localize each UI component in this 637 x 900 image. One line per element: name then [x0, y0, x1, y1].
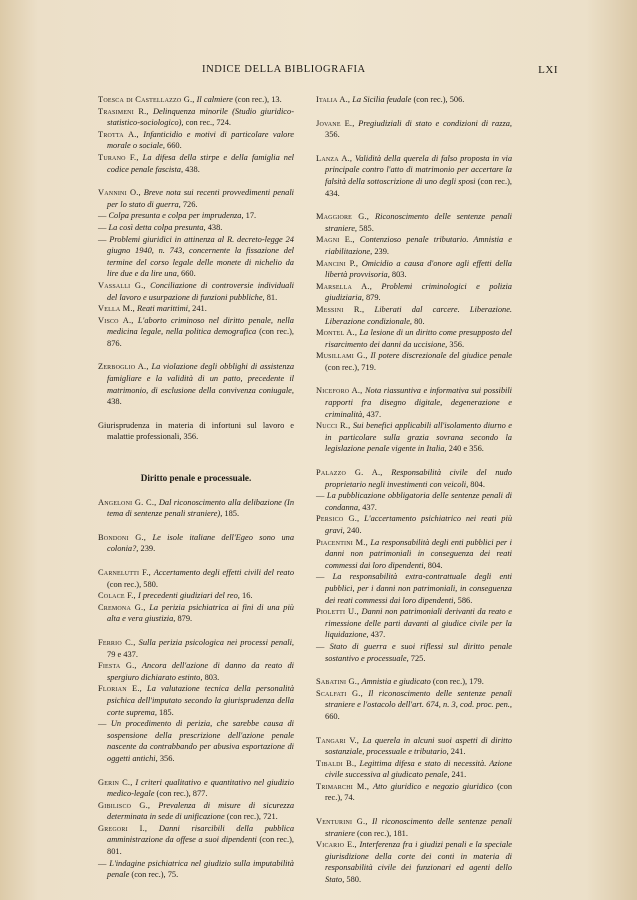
entry-reference: 438. [107, 397, 122, 407]
entry-reference: 17. [245, 211, 257, 221]
bibliography-entry [316, 258, 512, 281]
entry-author: Niceforo A., [316, 386, 363, 396]
bibliography-entry [316, 211, 512, 234]
entry-reference: (con rec.), 181. [357, 828, 408, 838]
entry-title: Prevalenza di misure di sicurezza determinata in sede di unificazione [107, 800, 295, 822]
entry-title: Delinquenza minorile (Studio giuridico-statistico-sociologico), [107, 106, 294, 128]
entry-author: Persico G., [316, 514, 360, 524]
entry-title: La così detta colpa presunta, [108, 222, 206, 232]
bibliography-entry [98, 152, 294, 175]
entry-author: Vella M., [98, 304, 135, 314]
bibliography-entry [98, 94, 294, 106]
entry-title: La querela in alcuni suoi aspetti di diritto sostanziale, processuale e tributario, [325, 735, 512, 757]
bibliography-entry [316, 304, 512, 327]
bibliography-entry [316, 688, 512, 723]
ditto-dash: — [316, 491, 327, 501]
entry-reference: (con rec.), 877. [156, 789, 208, 799]
bibliography-entry [316, 513, 512, 536]
section-heading: Diritto penale e processuale. [140, 473, 252, 484]
entry-title: Contenzioso penale tributario. Amnistia e riabilitazione, [325, 235, 512, 256]
entry-title: I criteri qualitativo e quantitativo nel giudizio medico-legale [107, 777, 295, 799]
bibliography-entry [316, 153, 512, 199]
bibliography-entry [98, 718, 294, 764]
entry-author: Vannini O., [98, 188, 141, 198]
entry-title: La valutazione tecnica della personalità psichica dell'imputato secondo la giurisprudenza della corte suprema, [107, 684, 295, 717]
entry-title: La difesa della stirpe e della famiglia nel codice penale fascista, [107, 152, 295, 174]
entry-reference: 803. [204, 672, 220, 682]
bibliography-entry [98, 210, 294, 222]
entry-author: Vassalli G., [98, 280, 146, 290]
entry-title: La violazione degli obblighi di assistenza famigliare e la validità di un patto, precedente il matrimonio, di esclusione della convivenza coniugale, [107, 362, 295, 395]
entry-author: Florian E., [98, 684, 142, 694]
entry-reference: 660. [167, 141, 182, 151]
entry-reference: (con rec.), 179. [432, 677, 484, 687]
entry-title: L'accertamento psichiatrico nei reati più gravi, [325, 514, 513, 535]
entry-title: Colpa presunta e colpa per imprudenza, [108, 211, 244, 221]
entry-author: Zerboglio A., [98, 362, 149, 372]
entry-author: Angeloni G. C., [98, 497, 157, 507]
entry-author: Jovane E., [316, 118, 355, 128]
bibliography-entry [98, 234, 294, 280]
entry-title: Omicidio a causa d'onore agli effetti della libertà provvisoria, [325, 258, 512, 280]
entry-author: Messini R., [316, 304, 365, 314]
entry-title: Il riconoscimento delle sentenze penali straniere [325, 817, 512, 838]
entry-reference: 356. [325, 130, 340, 140]
entry-reference: 438. [185, 164, 200, 174]
entry-author: Colace F., [98, 591, 136, 601]
entry-reference: 725. [410, 653, 426, 663]
entry-title: Liberati dal carcere. Liberazione. Liberazione condizionale, [325, 304, 513, 326]
entry-title: Legittima difesa e stato di necessità. Azione civile successiva al giudicato penale, [325, 758, 512, 780]
entry-reference: 80. [414, 316, 425, 326]
left-column [98, 94, 294, 881]
bibliography-entry [98, 315, 294, 350]
bibliography-entry [316, 350, 512, 373]
entry-reference: 438. [207, 222, 223, 232]
entry-reference: 16. [242, 591, 253, 601]
entry-reference: 437. [362, 502, 377, 512]
entry-reference: 356. [159, 753, 175, 763]
entry-author: Visco A., [98, 315, 134, 325]
entry-title: Atto giuridico e negozio giuridico [372, 781, 494, 791]
ditto-dash: — [316, 641, 330, 651]
bibliography-entry [316, 118, 512, 141]
entry-reference: (con rec.), 13. [234, 95, 282, 104]
entry-reference: 660. [181, 269, 196, 279]
entry-title: Danni non patrimoniali derivanti da reato e rimessione delle parti davanti al giudice civile per la liquidazione, [325, 607, 512, 640]
entry-reference: 804. [427, 560, 443, 570]
entry-reference: (con rec.), 506. [413, 95, 465, 104]
bibliography-entry [98, 303, 294, 315]
entry-reference: 585. [359, 223, 374, 233]
entry-author: Vicario E., [316, 840, 357, 850]
entry-author: Italia A., [316, 95, 351, 104]
entry-title: Problemi giuridici in attinenza al R. decreto-legge 24 giugno 1940, n. 743, concernente la fissazione del termine del corso legale delle monete di nichelio da lire due e da lire una, [107, 234, 294, 279]
entry-reference: 356. [449, 339, 465, 349]
bibliography-entry [98, 683, 294, 718]
entry-author: Piacentini M., [316, 537, 368, 547]
entry-reference: 437. [366, 409, 382, 419]
entry-author: Cremona G., [98, 602, 146, 612]
header-title: INDICE DELLA BIBLIOGRAFIA [202, 64, 366, 75]
entry-title: La pubblicazione obbligatoria delle sentenze penali di condanna, [325, 491, 512, 512]
entry-title: La perizia psichiatrica ai fini di una più alta e vera giustizia, [107, 602, 294, 624]
entry-reference: 239. [374, 246, 389, 256]
entry-author: Marsella A., [316, 281, 372, 291]
entry-author: Tibaldi B., [316, 758, 357, 768]
entry-title: L'indagine psichiatrica nel giudizio sulla imputabilità penale [107, 858, 294, 880]
entry-reference: 726. [182, 199, 198, 209]
entry-title: La responsabilità extra-contrattuale degli enti pubblici, per i danni non patrimoniali, in conseguenza dei reati commessi dai loro dipendenti, [325, 572, 513, 605]
entry-title: Danni risarcibili della pubblica amministrazione da offese a suoi dipendenti [107, 823, 295, 845]
entry-author: Musillami G., [316, 351, 368, 361]
entry-reference: (con rec.), 721. [226, 812, 278, 822]
entry-title: Problemi criminologici e polizia giudiziaria, [325, 281, 512, 303]
entry-author: Trasimeni R., [98, 106, 149, 116]
entry-reference: (con rec.), 75. [131, 870, 179, 880]
bibliography-entry [98, 106, 294, 129]
bibliography-entry [316, 571, 512, 606]
entry-reference: 240 e 356. [448, 444, 484, 454]
entry-reference: 879. [365, 293, 381, 303]
entry-title: Validità della querela di falso proposta in via principale contro l'atto di matrimonio per accertare la falsità della sottoscrizione di uno degli sposi [325, 153, 513, 186]
bibliography-entry [316, 94, 512, 106]
bibliography-entry [316, 385, 512, 420]
right-column [316, 94, 512, 886]
entry-reference: 81. [266, 292, 278, 302]
entry-reference: 79 e 437. [107, 649, 138, 659]
ditto-dash: — [98, 222, 109, 232]
bibliography-entry [316, 758, 512, 781]
bibliography-entry [98, 222, 294, 234]
entry-reference: 185. [159, 707, 174, 717]
entry-author: Venturini G., [316, 817, 368, 827]
bibliography-entry [98, 567, 294, 590]
bibliography-entry [98, 602, 294, 625]
entry-author: Magni E., [316, 235, 355, 245]
bibliography-entry [98, 187, 294, 210]
entry-author: Mancini P., [316, 258, 359, 268]
entry-author: Palazzo G. A., [316, 468, 383, 478]
bibliography-entry [98, 660, 294, 683]
entry-title: Conciliazione di controversie individuali del lavoro e usurpazione di funzioni pubbliche, [107, 280, 294, 302]
entry-title: Pregiudiziali di stato e condizioni di razza, [358, 118, 512, 128]
entry-author: Nucci R., [316, 421, 351, 431]
bibliography-entry [316, 490, 512, 513]
entry-title: Reati marittimi, [137, 304, 191, 314]
bibliography-entry [98, 497, 294, 520]
entry-author: Trotta A., [98, 129, 139, 139]
entry-title: Accertamento degli effetti civili del reato [153, 568, 295, 577]
ditto-dash: — [98, 211, 109, 221]
entry-author: Lanza A., [316, 153, 353, 163]
entry-author: Bondoni G., [98, 532, 147, 542]
entry-author: Toesca di Castellazzo G., [98, 95, 195, 104]
entry-reference: 239. [140, 544, 156, 554]
entry-title: Il potere discrezionale del giudice penale [370, 351, 512, 361]
bibliography-entry [316, 735, 512, 758]
entry-reference: 241. [192, 304, 207, 314]
entry-author: Tangari V., [316, 735, 360, 745]
entry-reference: (con rec.), 801. [107, 835, 294, 857]
bibliography-entry [316, 839, 512, 885]
entry-author: Montel A., [316, 328, 358, 338]
bibliography-entry [98, 777, 294, 800]
entry-author: Scalfati G., [316, 688, 363, 698]
entry-reference: 241. [450, 747, 466, 757]
entry-author: Maggiore G., [316, 212, 370, 222]
ditto-dash: — [98, 858, 110, 868]
entry-author: Trimarchi M., [316, 781, 370, 791]
running-header [98, 64, 558, 78]
entry-title: Il calmiere [196, 95, 233, 104]
entry-title: Il riconoscimento delle sentenze penali straniere e l'ostacolo dell'art. 674, n. 3, cod. proc. pen., [325, 688, 512, 710]
entry-reference: 803. [391, 270, 407, 280]
bibliography-entry [316, 281, 512, 304]
entry-author: Fiesta G., [98, 661, 137, 671]
entry-title: Un procedimento di perizia, che sarebbe causa di sospensione della prescrizione dell'azione penale nascente da contrabbando per abusiva esportazione di oggetti antichi, [107, 719, 295, 763]
entry-title: La responsabilità degli enti pubblici per i danni non patrimoniali in conseguenza dei reati commessi dai loro dipendenti, [325, 537, 512, 570]
entry-reference: (con rec.), 580. [107, 579, 158, 589]
ditto-dash: — [98, 719, 111, 729]
entry-reference: (con rec.), 434. [325, 176, 513, 198]
entry-title: I precedenti giudiziari del reo, [137, 591, 240, 601]
bibliography-entry [98, 823, 294, 858]
entry-title: Nota riassuntiva e informativa sui possibili rapporti fra disegno digitale, degenerazione e criminalità, [325, 386, 512, 419]
bibliography-entry [98, 858, 294, 881]
entry-reference: 660. [325, 711, 340, 721]
entry-author: Pioletti U., [316, 607, 359, 617]
entry-reference: 240. [346, 526, 362, 535]
entry-title: Responsabilità civile del nudo proprietario negli investimenti con veicoli, [325, 468, 512, 489]
bibliography-entry [98, 280, 294, 303]
entry-author: Ferrio C., [98, 637, 136, 647]
entry-reference: 241. [451, 770, 467, 780]
entry-title: Riconoscimento delle sentenze penali straniere, [325, 212, 512, 233]
entry-title: La lesione di un diritto come presupposto del risarcimento dei danni da uccisione, [325, 328, 512, 349]
bibliography-entry [98, 590, 294, 602]
entry-reference: (con rec.), 876. [107, 327, 295, 348]
bibliography-entry [98, 361, 294, 407]
entry-title: Infanticidio e motivi di particolare valore morale o sociale, [107, 129, 295, 151]
bibliography-entry [316, 676, 512, 688]
entry-title: Interferenza fra i giudizi penali e la speciale giurisdizione della corte dei conti in materia di responsabilità civile dei funzionari ed agenti dello Stato, [325, 840, 513, 885]
bibliography-entry [316, 606, 512, 641]
entry-author: Gibilisco G., [98, 800, 151, 810]
entry-author: Sabatini G., [316, 677, 360, 687]
bibliography-entry [98, 637, 294, 660]
entry-title: Sulla perizia psicologica nei processi penali, [138, 637, 295, 647]
bibliography-entry [316, 420, 512, 455]
entry-title: Dal riconoscimento alla delibazione (In tema di sentenze penali straniere), [107, 497, 295, 519]
page-number: LXI [538, 64, 558, 76]
entry-title: Ancora dell'azione di danno da reato di spergiuro dichiarato estinto, [107, 661, 294, 682]
entry-author: Gregori I., [98, 823, 148, 833]
bibliography-entry [316, 467, 512, 490]
entry-title: Le isole italiane dell'Egeo sono una colonia?, [107, 532, 295, 554]
entry-author: Turano F., [98, 152, 139, 162]
entry-reference: 586. [457, 595, 473, 605]
entry-title: Stato di guerra e suoi riflessi sul diritto penale sostantivo e processuale, [325, 641, 512, 663]
bibliography-entry [316, 234, 512, 257]
entry-title: L'aborto criminoso nel diritto penale, nella medicina legale, nella politica demografica [107, 315, 294, 337]
entry-reference: con rec., 724. [185, 118, 231, 128]
entry-reference: (con rec.), 74. [325, 781, 513, 803]
entry-title: La Sicilia feudale [352, 95, 412, 104]
bibliography-entry [98, 420, 294, 443]
bibliography-entry [316, 537, 512, 572]
entry-title: Amnistia e giudicato [361, 677, 431, 687]
entry-reference: 437. [370, 630, 386, 640]
entry-reference: 804. [470, 479, 485, 489]
ditto-dash: — [316, 572, 333, 582]
bibliography-entry [316, 327, 512, 350]
entry-reference: 580. [346, 875, 362, 885]
entry-author: Carnelutti F., [98, 568, 151, 577]
bibliography-entry [316, 816, 512, 839]
entry-reference: 879. [177, 614, 193, 624]
bibliography-entry [316, 781, 512, 804]
entry-reference: 185. [224, 509, 240, 519]
entry-title: Breve nota sui recenti provvedimenti penali per lo stato di guerra, [107, 188, 295, 209]
bibliography-entry [98, 800, 294, 823]
bibliography-entry [98, 532, 294, 555]
entry-author: Gerin C., [98, 777, 133, 787]
bibliography-entry [98, 129, 294, 152]
entry-title: Sui benefici applicabili all'isolamento diurno e in particolare sulla grazia sovrana secondo la legislazione penale vigente in Italia, [325, 421, 512, 454]
entry-reference: (con rec.), 719. [325, 362, 376, 372]
bibliography-entry [316, 641, 512, 664]
ditto-dash: — [98, 234, 110, 244]
entry-reference: Giurisprudenza in materia di infortuni sul lavoro e malattie professionali, 356. [98, 420, 294, 442]
